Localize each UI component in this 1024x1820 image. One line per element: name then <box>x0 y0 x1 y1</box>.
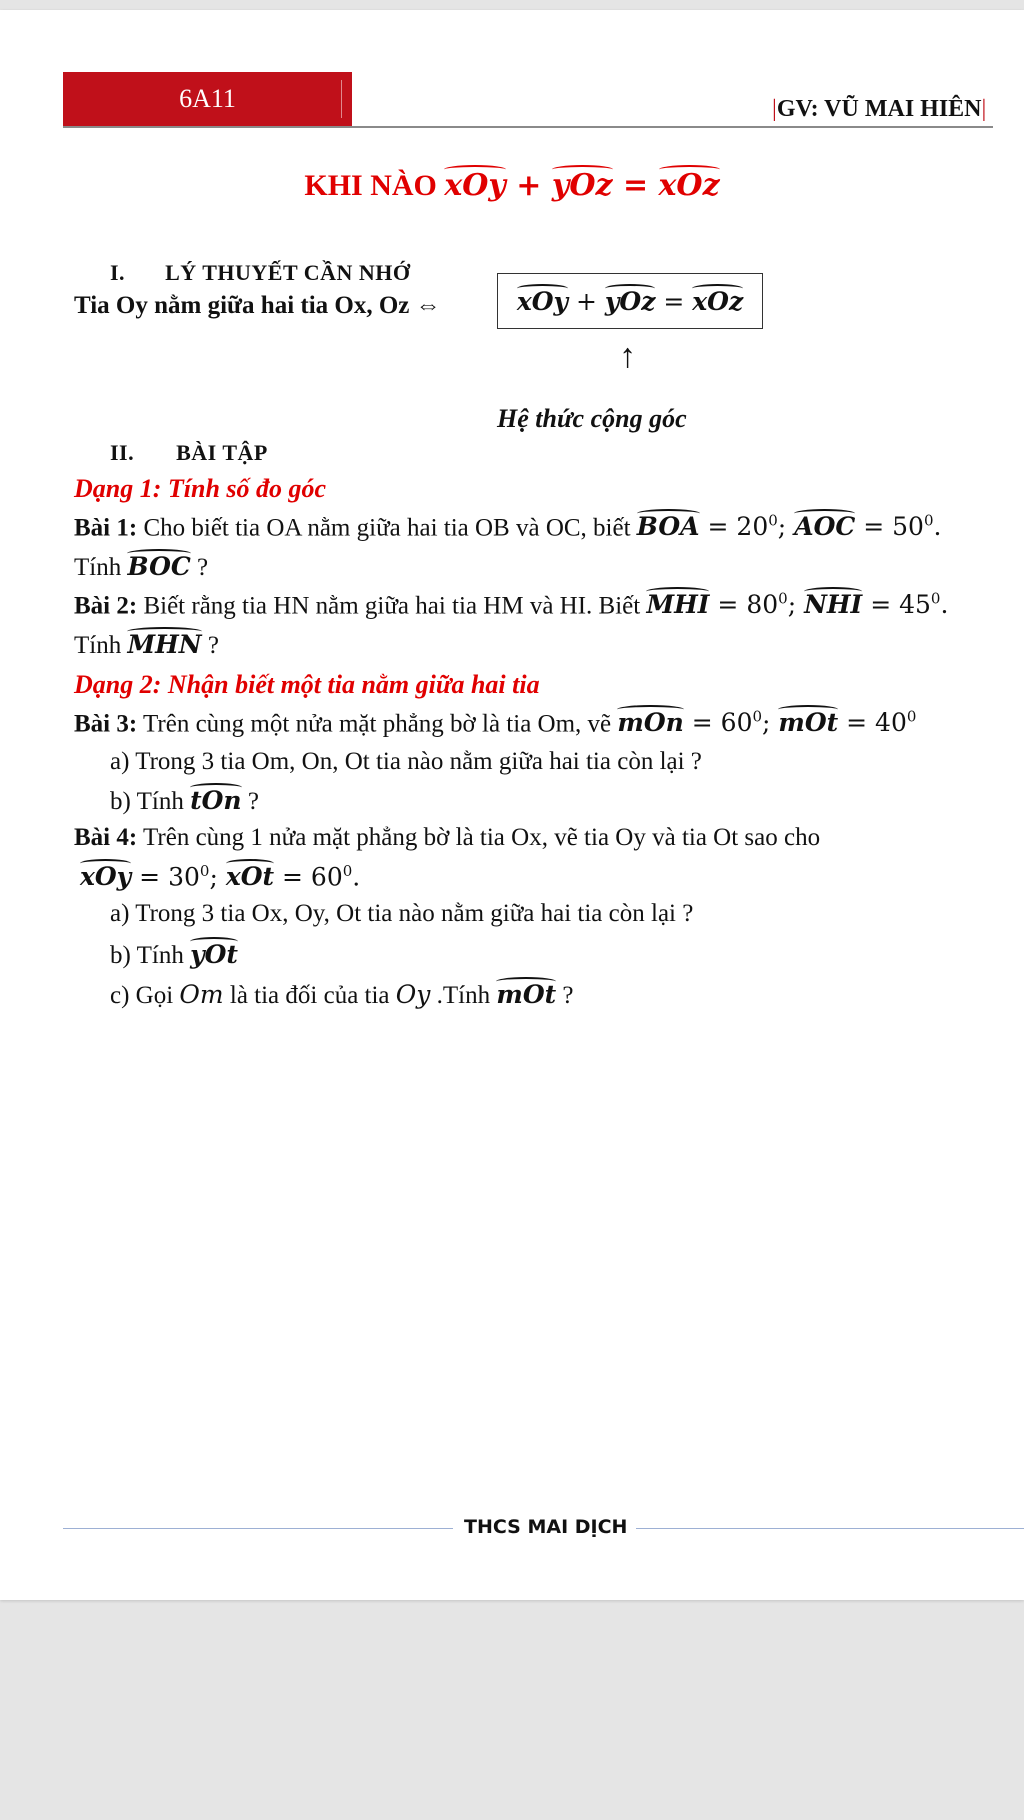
class-label-bar <box>63 72 352 126</box>
class-label: 6A11 <box>179 84 236 113</box>
bai3-question-b: b) Tính tOn ? <box>110 786 259 815</box>
teacher-label: |GV: VŨ MAI HIÊN| <box>772 96 987 122</box>
footer-rule-right <box>636 1528 1024 1529</box>
bai4-question-b: b) Tính yOt <box>110 940 238 969</box>
page-title: KHI NÀO xOy + yOz = xOz <box>304 168 720 203</box>
section1-heading: I. LÝ THUYẾT CẦN NHỚ <box>110 260 411 285</box>
section1-statement: Tia Oy nằm giữa hai tia Ox, Oz ⇔ <box>74 292 441 319</box>
bai1-line2: Tính BOC ? <box>74 552 209 581</box>
teacher-name: GV: VŨ MAI HIÊN <box>776 96 982 122</box>
bai4-line2: xOy = $30^0$; xOt = $60^0$. <box>80 862 361 892</box>
bai3-question-a: a) Trong 3 tia Om, On, Ot tia nào nằm giữa hai tia còn lại ? <box>110 748 702 775</box>
footer-rule-left <box>63 1528 453 1529</box>
formula-caption: Hệ thức cộng góc <box>497 404 687 433</box>
dang1-heading: Dạng 1: Tính số đo góc <box>74 474 327 503</box>
section2-heading: II. BÀI TẬP <box>110 440 268 465</box>
bai2-line1: Bài 2: Biết rằng tia HN nằm giữa hai tia HM và HI. Biết MHI = $80^0$; NHI = $45^0$. <box>74 590 949 620</box>
footer-school: THCS MAI DỊCH <box>464 1516 628 1538</box>
angle-sum-formula-box: xOy + yOz = xOz <box>497 273 763 329</box>
bai2-line2: Tính MHN ? <box>74 630 219 659</box>
header-rule <box>63 126 993 128</box>
bai3-line1: Bài 3: Trên cùng một nửa mặt phẳng bờ là tia Om, vẽ mOn = $60^0$; mOt = $40^0$ <box>74 708 917 738</box>
bai4-line1: Bài 4: Trên cùng 1 nửa mặt phẳng bờ là tia Ox, vẽ tia Oy và tia Ot sao cho <box>74 824 821 851</box>
up-arrow-icon: ↑ <box>619 338 636 375</box>
dang2-heading: Dạng 2: Nhận biết một tia nằm giữa hai tia <box>74 670 540 699</box>
bai1-line1: Bài 1: Cho biết tia OA nằm giữa hai tia OB và OC, biết BOA = $20^0$; AOC = $50^0$. <box>74 512 942 542</box>
bai4-question-a: a) Trong 3 tia Ox, Oy, Ot tia nào nằm giữa hai tia còn lại ? <box>110 900 694 927</box>
bai4-question-c: c) Gọi Om là tia đối của tia Oy .Tính mOt ? <box>110 980 574 1009</box>
